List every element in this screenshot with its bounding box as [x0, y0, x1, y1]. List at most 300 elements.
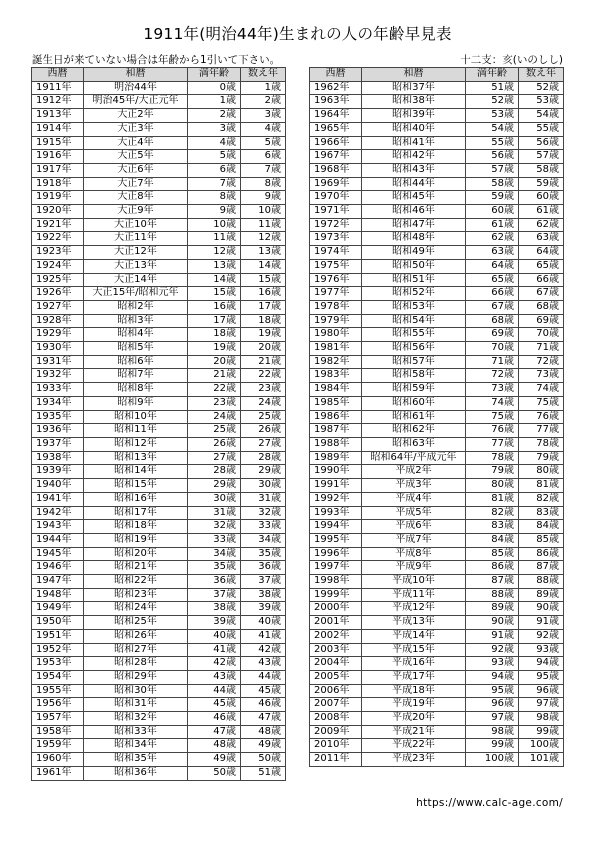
cell-wareki: 昭和18年: [84, 520, 188, 534]
cell-man: 4歳: [188, 136, 241, 150]
table-row: [32, 191, 286, 205]
cell-wareki: 昭和33年: [84, 725, 188, 739]
cell-wareki: 昭和51年: [362, 273, 466, 287]
cell-wareki: 昭和29年: [84, 670, 188, 684]
table-row: [310, 575, 564, 589]
table-row: [32, 232, 286, 246]
cell-seireki: 1990年: [310, 465, 362, 479]
cell-wareki: 昭和24年: [84, 602, 188, 616]
table-row: [32, 629, 286, 643]
cell-kazoe: 69歳: [519, 314, 564, 328]
cell-seireki: 1937年: [32, 437, 84, 451]
cell-kazoe: 3歳: [241, 109, 286, 123]
cell-wareki: 昭和59年: [362, 383, 466, 397]
cell-kazoe: 96歳: [519, 684, 564, 698]
cell-man: 96歳: [466, 698, 519, 712]
cell-seireki: 1992年: [310, 492, 362, 506]
table-row: [310, 259, 564, 273]
table-row: [310, 342, 564, 356]
cell-wareki: 昭和14年: [84, 465, 188, 479]
table-row: [32, 136, 286, 150]
cell-man: 68歳: [466, 314, 519, 328]
table-row: [310, 547, 564, 561]
cell-man: 85歳: [466, 547, 519, 561]
cell-kazoe: 88歳: [519, 575, 564, 589]
cell-seireki: 1943年: [32, 520, 84, 534]
cell-man: 2歳: [188, 109, 241, 123]
header-kazoedoshi: 数え年: [519, 68, 564, 82]
cell-man: 66歳: [466, 287, 519, 301]
cell-kazoe: 21歳: [241, 355, 286, 369]
table-row: [310, 95, 564, 109]
cell-wareki: 平成22年: [362, 739, 466, 753]
cell-kazoe: 100歳: [519, 739, 564, 753]
cell-kazoe: 79歳: [519, 451, 564, 465]
table-row: [310, 670, 564, 684]
table-row: [310, 643, 564, 657]
cell-kazoe: 56歳: [519, 136, 564, 150]
cell-man: 74歳: [466, 396, 519, 410]
cell-wareki: 昭和17年: [84, 506, 188, 520]
cell-wareki: 昭和23年: [84, 588, 188, 602]
cell-seireki: 2000年: [310, 602, 362, 616]
cell-man: 69歳: [466, 328, 519, 342]
cell-wareki: 昭和28年: [84, 657, 188, 671]
cell-kazoe: 19歳: [241, 328, 286, 342]
cell-seireki: 2002年: [310, 629, 362, 643]
cell-wareki: 大正6年: [84, 163, 188, 177]
table-row: [310, 136, 564, 150]
cell-kazoe: 90歳: [519, 602, 564, 616]
cell-man: 33歳: [188, 533, 241, 547]
cell-wareki: 昭和25年: [84, 616, 188, 630]
table-row: [310, 273, 564, 287]
cell-seireki: 1941年: [32, 492, 84, 506]
table-row: [310, 588, 564, 602]
table-row: [32, 766, 286, 780]
cell-wareki: 大正4年: [84, 136, 188, 150]
table-row: [310, 218, 564, 232]
cell-kazoe: 5歳: [241, 136, 286, 150]
cell-wareki: 平成7年: [362, 533, 466, 547]
cell-man: 73歳: [466, 383, 519, 397]
cell-wareki: 昭和41年: [362, 136, 466, 150]
table-row: [310, 177, 564, 191]
cell-wareki: 平成9年: [362, 561, 466, 575]
cell-kazoe: 31歳: [241, 492, 286, 506]
table-row: [32, 588, 286, 602]
table-row: [32, 451, 286, 465]
cell-man: 18歳: [188, 328, 241, 342]
cell-seireki: 1919年: [32, 191, 84, 205]
cell-man: 60歳: [466, 205, 519, 219]
table-row: [32, 410, 286, 424]
cell-seireki: 1921年: [32, 218, 84, 232]
cell-seireki: 1951年: [32, 629, 84, 643]
cell-man: 30歳: [188, 492, 241, 506]
cell-seireki: 1926年: [32, 287, 84, 301]
table-row: [32, 177, 286, 191]
cell-kazoe: 92歳: [519, 629, 564, 643]
cell-seireki: 1928年: [32, 314, 84, 328]
cell-seireki: 1929年: [32, 328, 84, 342]
cell-seireki: 1974年: [310, 246, 362, 260]
cell-wareki: 昭和21年: [84, 561, 188, 575]
table-row: [32, 122, 286, 136]
cell-man: 44歳: [188, 684, 241, 698]
cell-kazoe: 65歳: [519, 259, 564, 273]
cell-man: 79歳: [466, 465, 519, 479]
cell-kazoe: 38歳: [241, 588, 286, 602]
cell-wareki: 平成4年: [362, 492, 466, 506]
cell-wareki: 昭和8年: [84, 383, 188, 397]
cell-kazoe: 80歳: [519, 465, 564, 479]
cell-kazoe: 13歳: [241, 246, 286, 260]
cell-man: 92歳: [466, 643, 519, 657]
table-row: [310, 205, 564, 219]
cell-man: 3歳: [188, 122, 241, 136]
cell-kazoe: 35歳: [241, 547, 286, 561]
cell-kazoe: 63歳: [519, 232, 564, 246]
cell-man: 1歳: [188, 95, 241, 109]
table-row: [310, 616, 564, 630]
cell-man: 36歳: [188, 575, 241, 589]
cell-kazoe: 20歳: [241, 342, 286, 356]
cell-wareki: 昭和61年: [362, 410, 466, 424]
cell-seireki: 1933年: [32, 383, 84, 397]
cell-wareki: 大正2年: [84, 109, 188, 123]
cell-seireki: 1975年: [310, 259, 362, 273]
table-body-left: [32, 81, 286, 780]
cell-man: 24歳: [188, 410, 241, 424]
cell-wareki: 昭和5年: [84, 342, 188, 356]
zodiac-label: 十二支：亥(いのしし): [460, 54, 563, 66]
header-wareki: 和暦: [84, 68, 188, 82]
cell-man: 32歳: [188, 520, 241, 534]
cell-wareki: 平成2年: [362, 465, 466, 479]
age-table-right: [309, 67, 564, 767]
cell-seireki: 1944年: [32, 533, 84, 547]
cell-man: 23歳: [188, 396, 241, 410]
cell-wareki: 大正12年: [84, 246, 188, 260]
table-row: [310, 328, 564, 342]
cell-wareki: 昭和60年: [362, 396, 466, 410]
cell-man: 12歳: [188, 246, 241, 260]
cell-wareki: 大正11年: [84, 232, 188, 246]
cell-kazoe: 89歳: [519, 588, 564, 602]
cell-wareki: 大正13年: [84, 259, 188, 273]
cell-kazoe: 97歳: [519, 698, 564, 712]
cell-seireki: 1960年: [32, 753, 84, 767]
cell-kazoe: 84歳: [519, 520, 564, 534]
table-row: [32, 205, 286, 219]
cell-man: 43歳: [188, 670, 241, 684]
cell-kazoe: 43歳: [241, 657, 286, 671]
cell-man: 42歳: [188, 657, 241, 671]
cell-kazoe: 101歳: [519, 753, 564, 767]
cell-seireki: 1988年: [310, 437, 362, 451]
cell-wareki: 平成15年: [362, 643, 466, 657]
cell-seireki: 1970年: [310, 191, 362, 205]
age-table-left: [31, 67, 286, 781]
table-row: [32, 342, 286, 356]
table-row: [32, 506, 286, 520]
cell-seireki: 1995年: [310, 533, 362, 547]
table-row: [310, 451, 564, 465]
cell-wareki: 平成12年: [362, 602, 466, 616]
cell-man: 10歳: [188, 218, 241, 232]
cell-wareki: 平成19年: [362, 698, 466, 712]
table-row: [310, 383, 564, 397]
table-row: [310, 657, 564, 671]
cell-man: 86歳: [466, 561, 519, 575]
cell-seireki: 2004年: [310, 657, 362, 671]
cell-man: 0歳: [188, 81, 241, 95]
table-row: [32, 259, 286, 273]
cell-seireki: 2008年: [310, 712, 362, 726]
table-header-row: [310, 68, 564, 82]
cell-man: 65歳: [466, 273, 519, 287]
table-row: [310, 122, 564, 136]
table-row: [32, 95, 286, 109]
table-row: [32, 150, 286, 164]
table-row: [310, 81, 564, 95]
table-row: [32, 643, 286, 657]
cell-kazoe: 40歳: [241, 616, 286, 630]
cell-kazoe: 14歳: [241, 259, 286, 273]
cell-wareki: 昭和15年: [84, 479, 188, 493]
table-row: [310, 355, 564, 369]
cell-wareki: 大正10年: [84, 218, 188, 232]
header-man-nenrei: 満年齢: [188, 68, 241, 82]
cell-kazoe: 91歳: [519, 616, 564, 630]
cell-seireki: 1958年: [32, 725, 84, 739]
cell-wareki: 大正5年: [84, 150, 188, 164]
cell-man: 97歳: [466, 712, 519, 726]
cell-seireki: 1924年: [32, 259, 84, 273]
cell-seireki: 1976年: [310, 273, 362, 287]
table-row: [32, 314, 286, 328]
cell-seireki: 1963年: [310, 95, 362, 109]
cell-man: 71歳: [466, 355, 519, 369]
cell-man: 28歳: [188, 465, 241, 479]
cell-kazoe: 53歳: [519, 95, 564, 109]
cell-kazoe: 37歳: [241, 575, 286, 589]
cell-seireki: 1999年: [310, 588, 362, 602]
cell-kazoe: 86歳: [519, 547, 564, 561]
cell-seireki: 1948年: [32, 588, 84, 602]
header-seireki: 西暦: [310, 68, 362, 82]
cell-seireki: 1998年: [310, 575, 362, 589]
header-kazoedoshi: 数え年: [241, 68, 286, 82]
cell-kazoe: 17歳: [241, 300, 286, 314]
cell-man: 64歳: [466, 259, 519, 273]
cell-kazoe: 24歳: [241, 396, 286, 410]
cell-kazoe: 99歳: [519, 725, 564, 739]
cell-seireki: 2007年: [310, 698, 362, 712]
cell-wareki: 昭和30年: [84, 684, 188, 698]
table-row: [310, 191, 564, 205]
cell-seireki: 1996年: [310, 547, 362, 561]
cell-kazoe: 87歳: [519, 561, 564, 575]
cell-kazoe: 71歳: [519, 342, 564, 356]
table-row: [32, 465, 286, 479]
table-row: [32, 533, 286, 547]
cell-man: 54歳: [466, 122, 519, 136]
table-row: [32, 355, 286, 369]
header-man-nenrei: 満年齢: [466, 68, 519, 82]
cell-wareki: 平成14年: [362, 629, 466, 643]
table-row: [310, 232, 564, 246]
table-row: [310, 300, 564, 314]
cell-seireki: 1978年: [310, 300, 362, 314]
table-row: [310, 424, 564, 438]
table-row: [310, 698, 564, 712]
header-wareki: 和暦: [362, 68, 466, 82]
cell-kazoe: 66歳: [519, 273, 564, 287]
cell-wareki: 昭和55年: [362, 328, 466, 342]
table-row: [310, 739, 564, 753]
cell-man: 53歳: [466, 109, 519, 123]
cell-wareki: 平成3年: [362, 479, 466, 493]
cell-kazoe: 44歳: [241, 670, 286, 684]
cell-man: 77歳: [466, 437, 519, 451]
cell-kazoe: 68歳: [519, 300, 564, 314]
cell-wareki: 昭和45年: [362, 191, 466, 205]
cell-kazoe: 2歳: [241, 95, 286, 109]
cell-kazoe: 60歳: [519, 191, 564, 205]
cell-kazoe: 55歳: [519, 122, 564, 136]
cell-seireki: 2003年: [310, 643, 362, 657]
cell-wareki: 明治44年: [84, 81, 188, 95]
cell-kazoe: 36歳: [241, 561, 286, 575]
cell-kazoe: 58歳: [519, 163, 564, 177]
cell-man: 16歳: [188, 300, 241, 314]
cell-wareki: 昭和16年: [84, 492, 188, 506]
cell-seireki: 1961年: [32, 766, 84, 780]
cell-kazoe: 46歳: [241, 698, 286, 712]
cell-wareki: 昭和2年: [84, 300, 188, 314]
cell-man: 39歳: [188, 616, 241, 630]
cell-wareki: 昭和52年: [362, 287, 466, 301]
cell-kazoe: 41歳: [241, 629, 286, 643]
cell-kazoe: 45歳: [241, 684, 286, 698]
cell-seireki: 1965年: [310, 122, 362, 136]
table-row: [310, 684, 564, 698]
cell-man: 35歳: [188, 561, 241, 575]
cell-man: 8歳: [188, 191, 241, 205]
table-row: [32, 163, 286, 177]
cell-kazoe: 77歳: [519, 424, 564, 438]
cell-man: 81歳: [466, 492, 519, 506]
cell-wareki: 平成6年: [362, 520, 466, 534]
cell-kazoe: 78歳: [519, 437, 564, 451]
cell-wareki: 昭和6年: [84, 355, 188, 369]
cell-wareki: 大正8年: [84, 191, 188, 205]
cell-kazoe: 27歳: [241, 437, 286, 451]
cell-seireki: 1997年: [310, 561, 362, 575]
cell-kazoe: 62歳: [519, 218, 564, 232]
birthday-note: 誕生日が来ていない場合は年齢から1引いて下さい。: [32, 54, 281, 66]
cell-seireki: 1936年: [32, 424, 84, 438]
cell-man: 34歳: [188, 547, 241, 561]
table-row: [310, 369, 564, 383]
cell-man: 31歳: [188, 506, 241, 520]
cell-wareki: 平成5年: [362, 506, 466, 520]
cell-seireki: 1987年: [310, 424, 362, 438]
cell-kazoe: 4歳: [241, 122, 286, 136]
cell-kazoe: 73歳: [519, 369, 564, 383]
cell-man: 70歳: [466, 342, 519, 356]
cell-man: 91歳: [466, 629, 519, 643]
cell-seireki: 1957年: [32, 712, 84, 726]
cell-kazoe: 74歳: [519, 383, 564, 397]
cell-seireki: 1985年: [310, 396, 362, 410]
cell-seireki: 1993年: [310, 506, 362, 520]
cell-wareki: 昭和48年: [362, 232, 466, 246]
cell-man: 72歳: [466, 369, 519, 383]
cell-wareki: 昭和54年: [362, 314, 466, 328]
cell-wareki: 昭和49年: [362, 246, 466, 260]
table-row: [310, 314, 564, 328]
cell-kazoe: 67歳: [519, 287, 564, 301]
cell-seireki: 1925年: [32, 273, 84, 287]
table-row: [32, 739, 286, 753]
cell-kazoe: 81歳: [519, 479, 564, 493]
cell-seireki: 1950年: [32, 616, 84, 630]
table-row: [32, 712, 286, 726]
cell-wareki: 昭和36年: [84, 766, 188, 780]
cell-kazoe: 25歳: [241, 410, 286, 424]
cell-seireki: 1917年: [32, 163, 84, 177]
cell-man: 11歳: [188, 232, 241, 246]
cell-seireki: 1920年: [32, 205, 84, 219]
table-row: [32, 547, 286, 561]
cell-man: 82歳: [466, 506, 519, 520]
table-row: [32, 287, 286, 301]
cell-seireki: 1980年: [310, 328, 362, 342]
cell-seireki: 2009年: [310, 725, 362, 739]
cell-seireki: 1922年: [32, 232, 84, 246]
cell-kazoe: 76歳: [519, 410, 564, 424]
table-row: [310, 109, 564, 123]
cell-wareki: 昭和43年: [362, 163, 466, 177]
cell-man: 47歳: [188, 725, 241, 739]
cell-man: 76歳: [466, 424, 519, 438]
table-row: [32, 300, 286, 314]
cell-seireki: 1932年: [32, 369, 84, 383]
cell-man: 55歳: [466, 136, 519, 150]
table-row: [32, 492, 286, 506]
cell-wareki: 昭和40年: [362, 122, 466, 136]
cell-man: 90歳: [466, 616, 519, 630]
cell-seireki: 1991年: [310, 479, 362, 493]
table-row: [32, 479, 286, 493]
cell-seireki: 1914年: [32, 122, 84, 136]
cell-wareki: 昭和12年: [84, 437, 188, 451]
cell-man: 38歳: [188, 602, 241, 616]
cell-man: 75歳: [466, 410, 519, 424]
table-row: [32, 670, 286, 684]
cell-man: 100歳: [466, 753, 519, 767]
cell-seireki: 1971年: [310, 205, 362, 219]
cell-seireki: 2005年: [310, 670, 362, 684]
cell-man: 7歳: [188, 177, 241, 191]
cell-wareki: 昭和10年: [84, 410, 188, 424]
cell-seireki: 2006年: [310, 684, 362, 698]
cell-man: 78歳: [466, 451, 519, 465]
cell-seireki: 1952年: [32, 643, 84, 657]
